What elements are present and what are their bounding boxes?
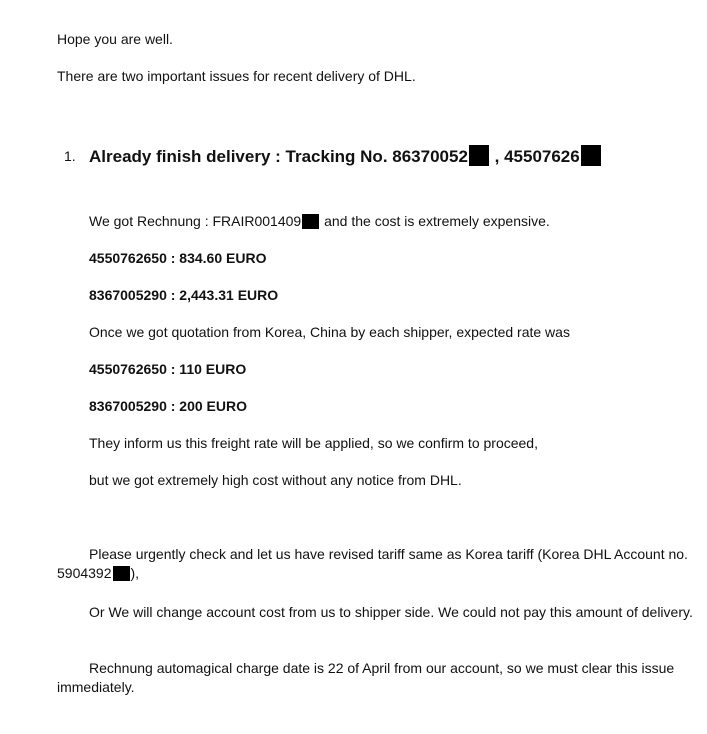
- notice-text: but we got extremely high cost without any notice from DHL.: [89, 472, 462, 488]
- item-heading: [89, 145, 602, 168]
- check-text: Please urgently check and let us have revised tariff same as Korea tariff (Korea DHL Account no. 5904392: [57, 546, 688, 581]
- rechnung-line: [89, 212, 550, 230]
- list-number: 1.: [64, 148, 76, 164]
- redaction-block: [469, 145, 489, 166]
- rate-line-2: 8367005290 : 200 EURO: [89, 398, 247, 414]
- heading-tracking-text: Already finish delivery : Tracking No. 86370052: [89, 147, 468, 166]
- redaction-block: [302, 214, 319, 229]
- redaction-block: [581, 145, 601, 166]
- cost-line-1: 4550762650 : 834.60 EURO: [89, 250, 267, 266]
- rate-line-1: 4550762650 : 110 EURO: [89, 361, 247, 377]
- inform-text: They inform us this freight rate will be applied, so we confirm to proceed,: [89, 435, 538, 451]
- rechnung-prefix: We got Rechnung : FRAIR001409: [89, 213, 302, 229]
- account-paragraph: Or We will change account cost from us to shipper side. We could not pay this amount of delivery.: [89, 604, 693, 620]
- intro-text: There are two important issues for recent delivery of DHL.: [57, 68, 416, 84]
- quotation-text: Once we got quotation from Korea, China by each shipper, expected rate was: [89, 324, 570, 340]
- cost-line-2: 8367005290 : 2,443.31 EURO: [89, 287, 279, 303]
- check-paragraph: [57, 545, 702, 583]
- greeting-text: Hope you are well.: [57, 31, 173, 47]
- check-suffix: ),: [130, 565, 140, 581]
- heading-tracking-second: , 45507626: [489, 147, 580, 166]
- rechnung-suffix: and the cost is extremely expensive.: [320, 213, 550, 229]
- charge-paragraph: Rechnung automagical charge date is 22 of April from our account, so we must clear this issue immediately.: [57, 660, 675, 695]
- redaction-block: [113, 566, 130, 581]
